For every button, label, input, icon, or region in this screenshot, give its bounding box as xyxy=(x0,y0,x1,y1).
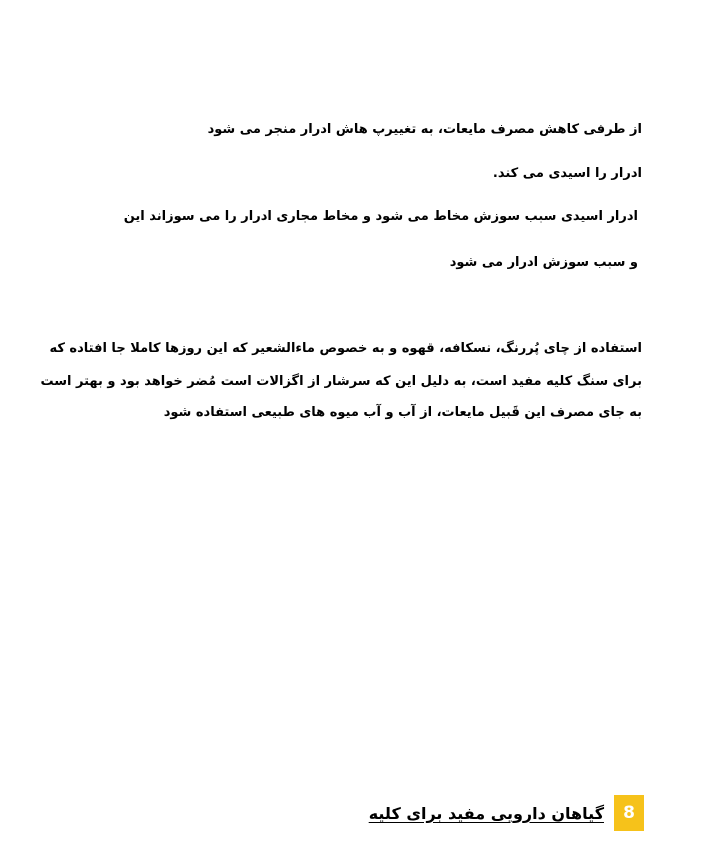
paragraph1-line-1: از طرفی کاهش مصرف مایعات، به تغییرپ هاش ادرار منجر می شود xyxy=(207,122,642,137)
paragraph1-line-2: ادرار را اسیدی می کند. xyxy=(492,166,642,181)
page-footer xyxy=(369,795,644,831)
paragraph2-line-3: به جای مصرف این قَبیل مایعات، از آب و آب میوه های طبیعی استفاده شود xyxy=(163,405,642,420)
paragraph1-line-4: و سبب سوزش ادرار می شود xyxy=(449,255,638,270)
paragraph2-line-1: استفاده از چای پُررنگ، نسکافه، قهوه و به خصوص ماءالشعیر که این روزها کاملا جا افتاده که xyxy=(49,341,642,356)
page-number-badge: 8 xyxy=(614,795,644,831)
paragraph1-line-3: ادرار اسیدی سبب سوزش مخاط می شود و مخاط مجاری ادرار را می سوزاند این xyxy=(123,209,638,224)
chapter-title: گیاهان دارویی مفید برای کلیه xyxy=(368,803,604,823)
paragraph2-line-2: برای سنگ کلیه مفید است، به دلیل این که سرشار از اگزالات است مُضر خواهد بود و بهتر است xyxy=(40,374,642,389)
